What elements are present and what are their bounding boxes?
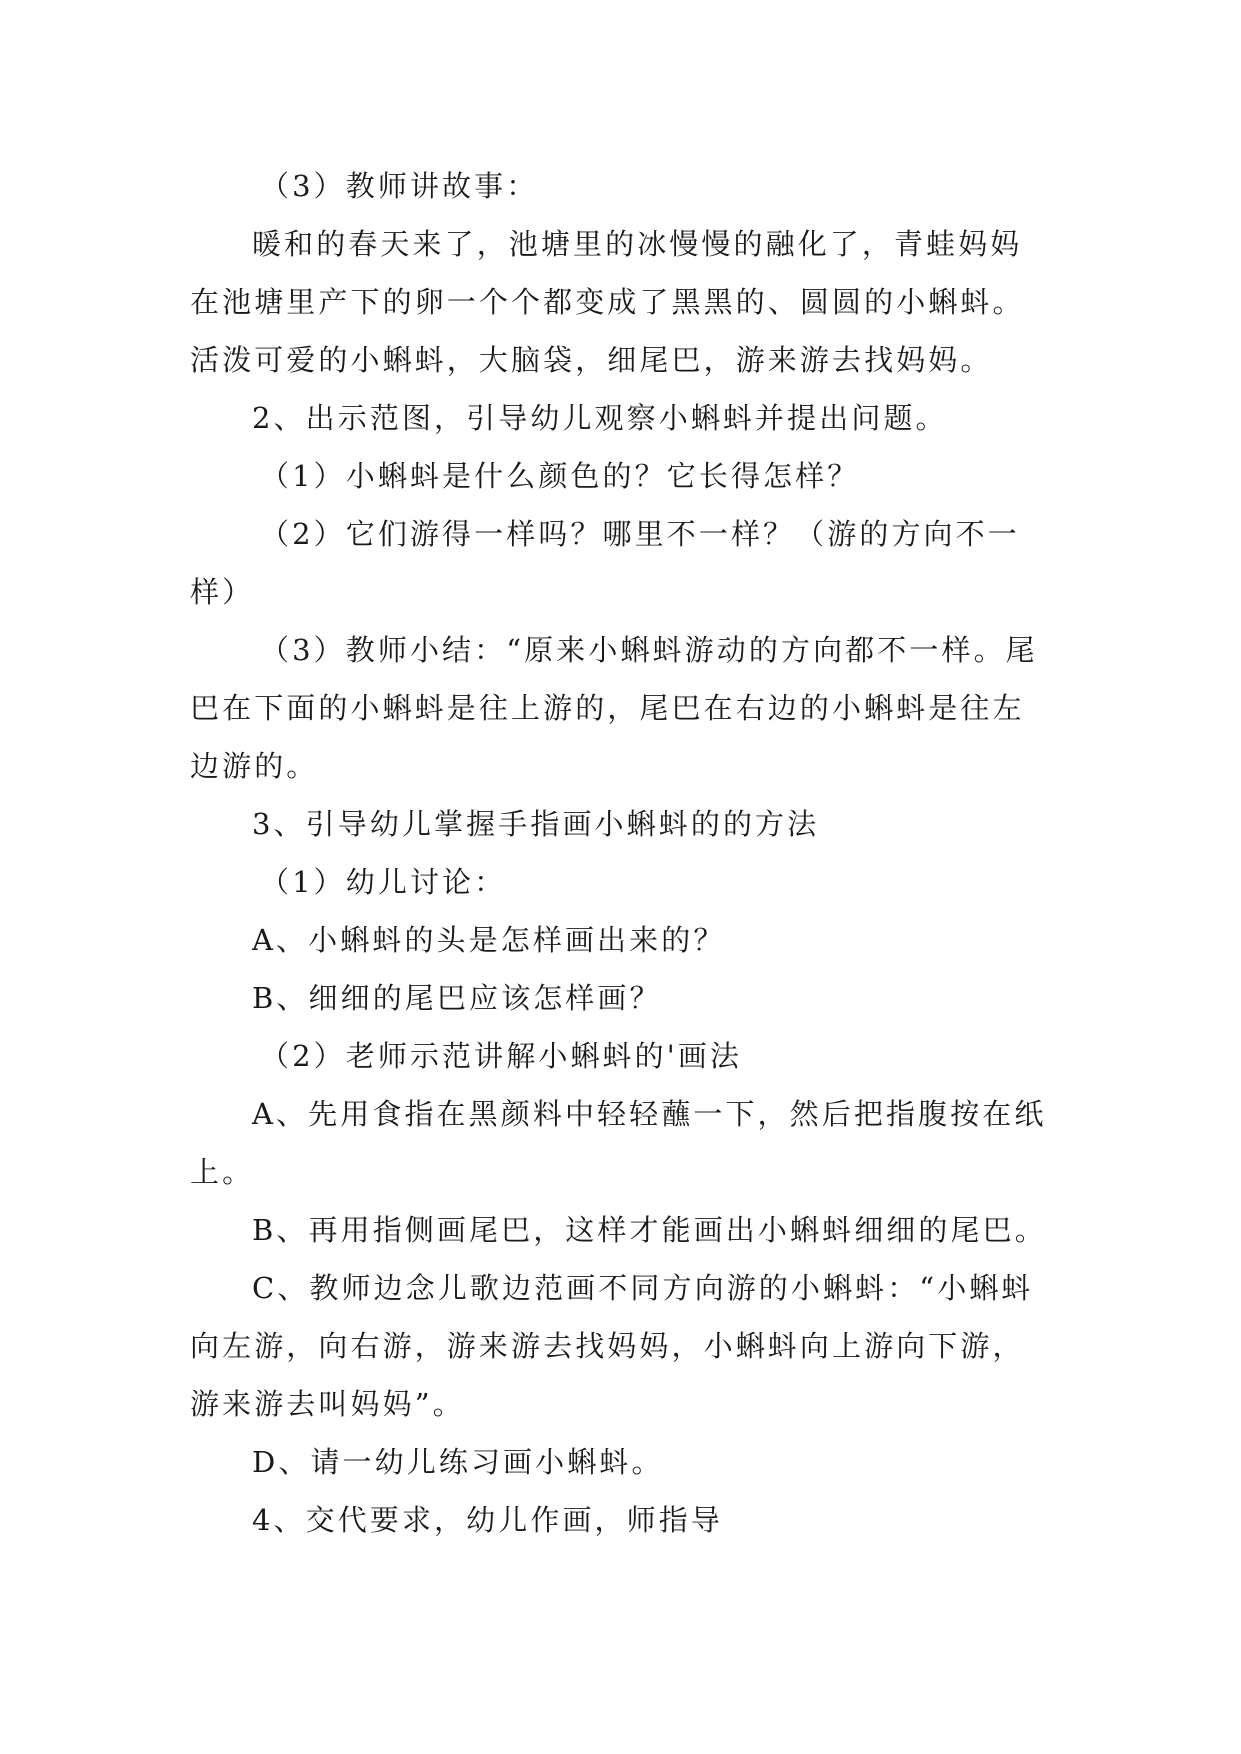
paragraph-demo-a: A、先用食指在黑颜料中轻轻蘸一下，然后把指腹按在纸上。 bbox=[190, 1097, 1047, 1189]
paragraph-discussion-a: A、小蝌蚪的头是怎样画出来的？ bbox=[252, 923, 726, 957]
paragraph-step-2: 2、出示范图，引导幼儿观察小蝌蚪并提出问题。 bbox=[252, 401, 948, 435]
paragraph-demo-b: B、再用指侧画尾巴，这样才能画出小蝌蚪细细的尾巴。 bbox=[252, 1213, 1047, 1247]
paragraph-question-2: （2）它们游得一样吗？哪里不一样？（游的方向不一样） bbox=[190, 517, 1020, 609]
paragraph-demo-c: C、教师边念儿歌边范画不同方向游的小蝌蚪：“小蝌蚪向左游，向右游，游来游去找妈妈，小蝌蚪向上游向下游，游来游去叫妈妈”。 bbox=[190, 1271, 1034, 1421]
paragraph-discussion-b: B、细细的尾巴应该怎样画？ bbox=[252, 981, 662, 1015]
paragraph-demo-d: D、请一幼儿练习画小蝌蚪。 bbox=[252, 1445, 664, 1479]
paragraph-discussion: （1）幼儿讨论： bbox=[260, 865, 507, 899]
paragraph-step-3: 3、引导幼儿掌握手指画小蝌蚪的的方法 bbox=[252, 807, 820, 841]
paragraph-teacher-summary: （3）教师小结：“原来小蝌蚪游动的方向都不一样。尾巴在下面的小蝌蚪是往上游的，尾巴在右边的小蝌蚪是往左边游的。 bbox=[190, 633, 1038, 783]
paragraph-question-1: （1）小蝌蚪是什么颜色的？它长得怎样？ bbox=[260, 459, 860, 493]
paragraph-step-4: 4、交代要求，幼儿作画，师指导 bbox=[252, 1503, 723, 1537]
paragraph-demonstration: （2）老师示范讲解小蝌蚪的'画法 bbox=[260, 1039, 743, 1073]
paragraph-teacher-story-heading: （3）教师讲故事： bbox=[260, 169, 539, 203]
document-body bbox=[190, 157, 1050, 1549]
paragraph-story-text: 暖和的春天来了，池塘里的冰慢慢的融化了，青蛙妈妈在池塘里产下的卵一个个都变成了黑黑的、圆圆的小蝌蚪。活泼可爱的小蝌蚪，大脑袋，细尾巴，游来游去找妈妈。 bbox=[190, 227, 1025, 377]
